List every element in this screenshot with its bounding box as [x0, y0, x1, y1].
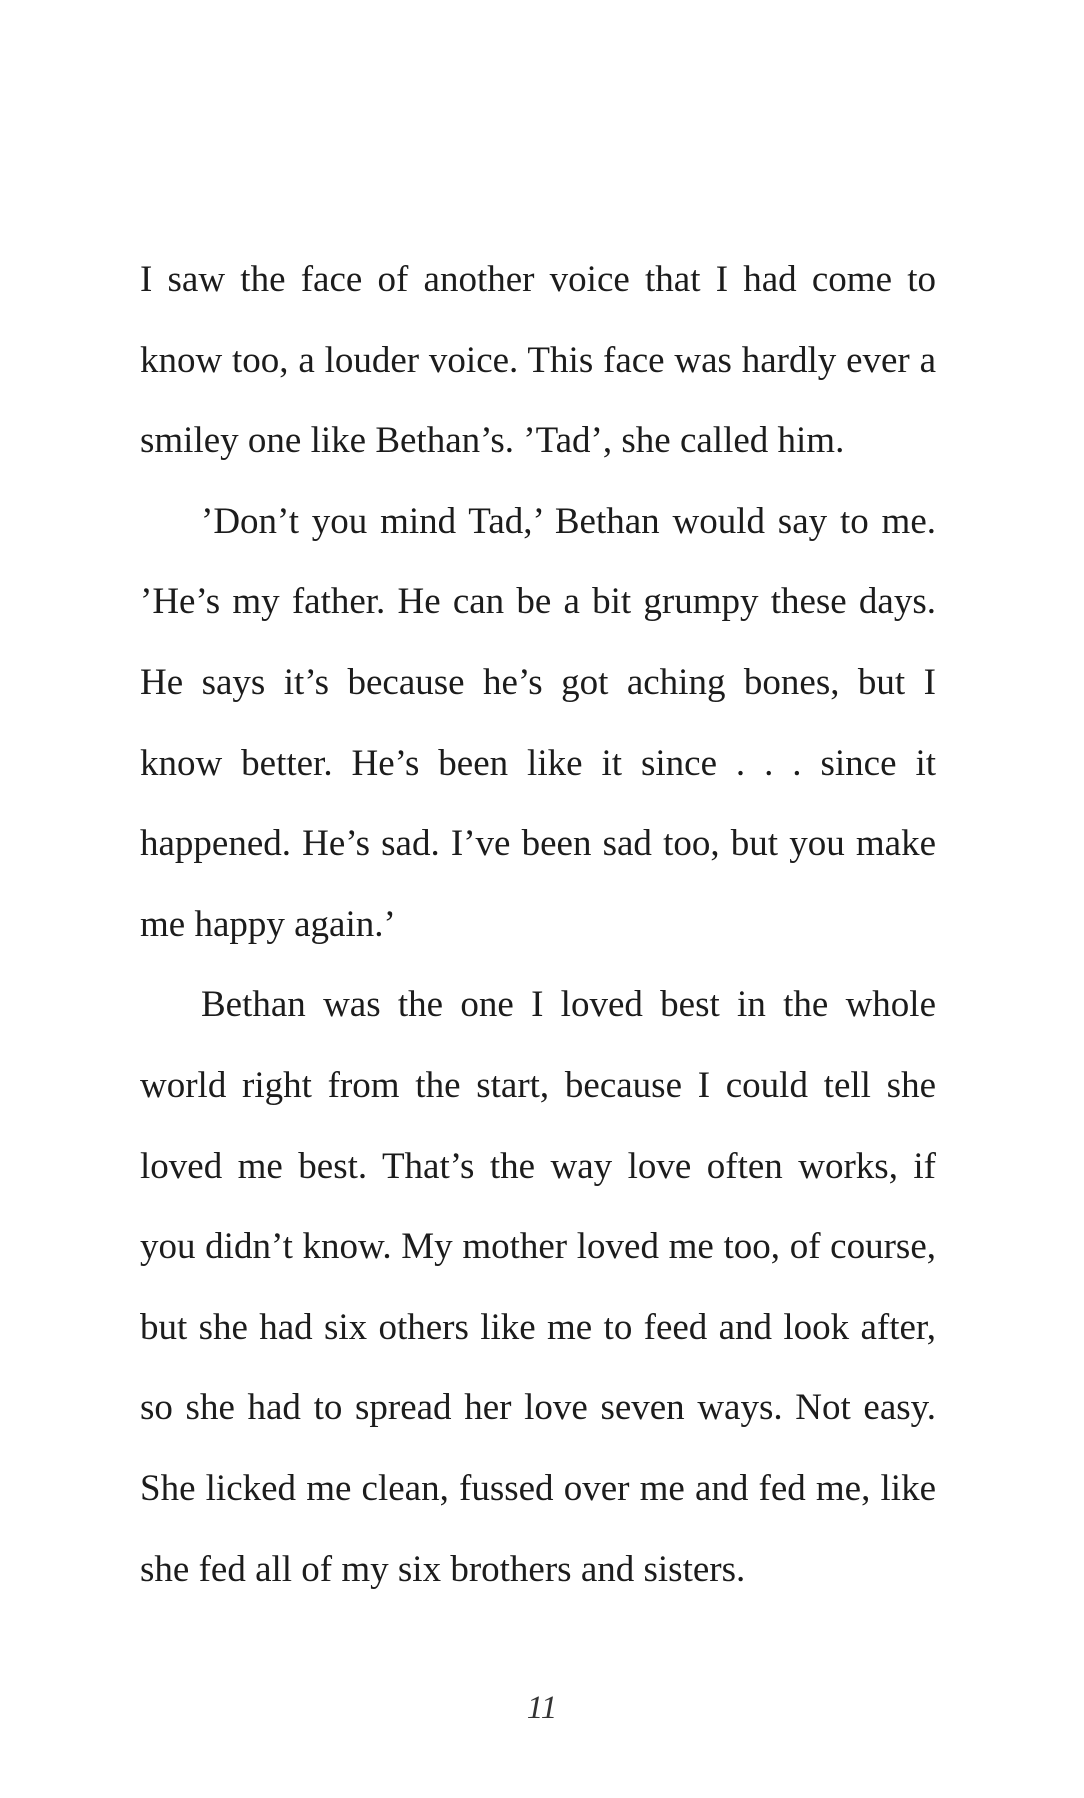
page-number: 11	[526, 1690, 558, 1726]
paragraph-3: Bethan was the one I loved best in the whole world right from the start, because I could tell she loved me best. That’s the way love often works, if you didn’t know. My mother loved me too, of course, but she had six others like me to feed and look after, so she had to spread her love seven ways. Not easy. She licked me clean, fussed over me and fed me, like she fed all of my six brothers and sisters.	[140, 984, 936, 1590]
paragraph-1: I saw the face of another voice that I had come to know too, a louder voice. This face was hardly ever a smiley one like Bethan’s. ’Tad’, she called him.	[140, 259, 936, 462]
paragraph-2: ’Don’t you mind Tad,’ Bethan would say to me. ’He’s my father. He can be a bit grumpy these days. He says it’s because he’s got aching bones, but I know better. He’s been like it since . . . since it happened. He’s sad. I’ve been sad too, but you make me happy again.’	[140, 500, 936, 945]
body-text	[140, 240, 936, 1610]
